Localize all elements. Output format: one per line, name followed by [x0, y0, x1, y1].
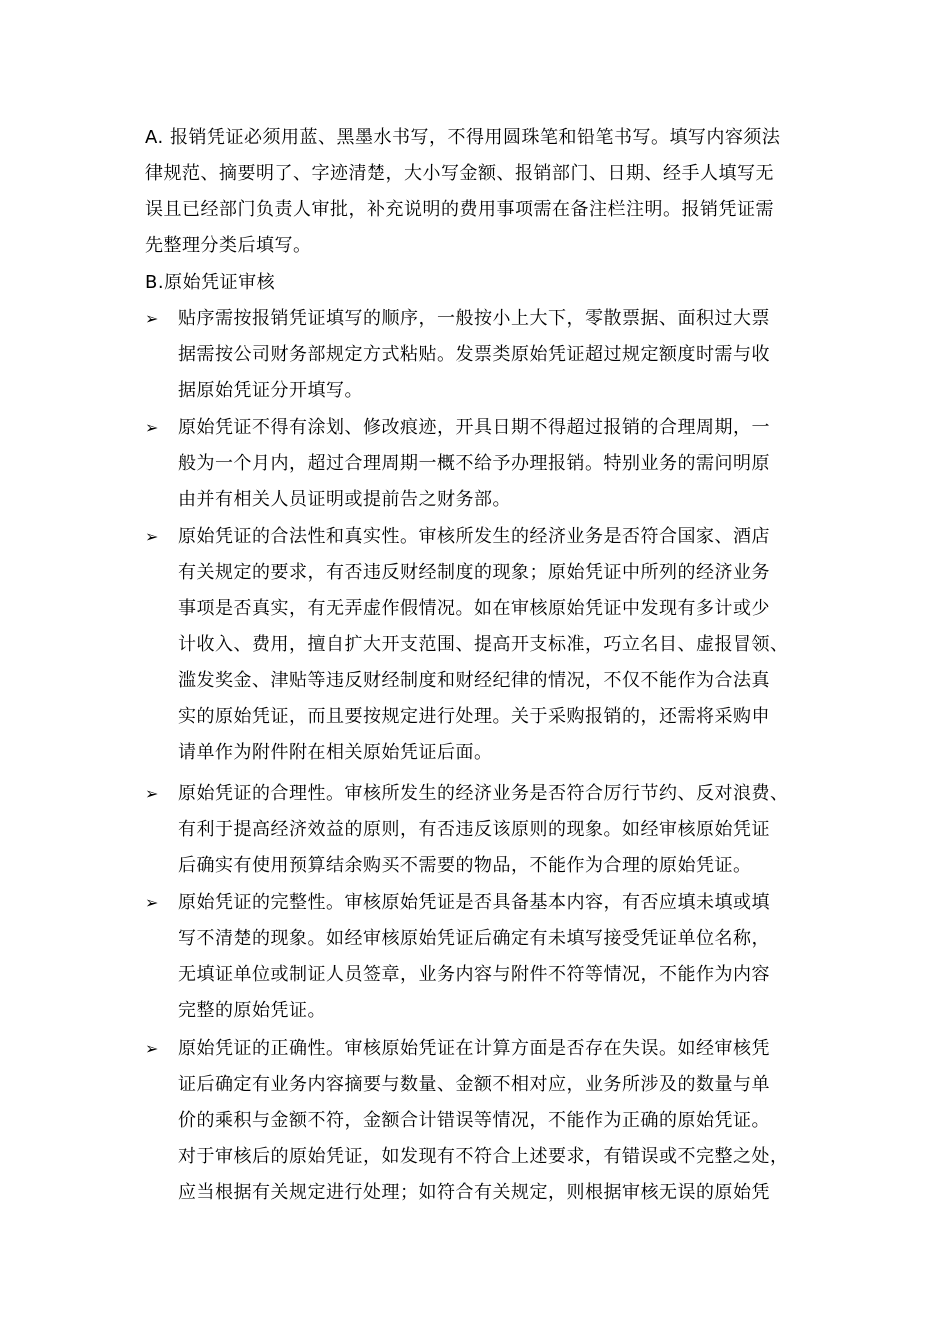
text-line: 先整理分类后填写。 [145, 235, 312, 256]
text-line: 计收入、费用，擅自扩大开支范围、提高开支标准，巧立名目、虚报冒领、 [178, 634, 789, 655]
text-line: 实的原始凭证，而且要按规定进行处理。关于采购报销的，还需将采购申 [178, 706, 770, 727]
text-line: 事项是否真实，有无弄虚作假情况。如在审核原始凭证中发现有多计或少 [178, 598, 770, 619]
text-line: 写不清楚的现象。如经审核原始凭证后确定有未填写接受凭证单位名称， [178, 928, 770, 949]
text-line: 据需按公司财务部规定方式粘贴。发票类原始凭证超过规定额度时需与收 [178, 344, 770, 365]
bullet-text [178, 1031, 838, 1211]
section-a-paragraph [145, 120, 825, 264]
text-line: 原始凭证的完整性。审核原始凭证是否具备基本内容，有否应填未填或填 [178, 892, 770, 913]
text-line: 据原始凭证分开填写。 [178, 380, 363, 401]
text-line: 原始凭证不得有涂划、修改痕迹，开具日期不得超过报销的合理周期，一 [178, 417, 770, 438]
bullet-text [178, 410, 838, 518]
arrow-bullet-icon: ➢ [145, 527, 159, 546]
text-line: 价的乘积与金额不符，金额合计错误等情况，不能作为正确的原始凭证。 [178, 1110, 770, 1131]
section-b-heading: B.原始凭证审核 [145, 272, 276, 293]
text-line: 原始凭证的合法性和真实性。审核所发生的经济业务是否符合国家、酒店 [178, 526, 770, 547]
text-line: 原始凭证的合理性。审核所发生的经济业务是否符合厉行节约、反对浪费、 [178, 783, 789, 804]
text-line: 律规范、摘要明了、字迹清楚，大小写金额、报销部门、日期、经手人填写无 [145, 163, 774, 184]
bullet-text [178, 301, 838, 409]
text-line: 后确实有使用预算结余购买不需要的物品，不能作为合理的原始凭证。 [178, 855, 752, 876]
text-line: 贴序需按报销凭证填写的顺序，一般按小上大下，零散票据、面积过大票 [178, 308, 770, 329]
text-line: A. 报销凭证必须用蓝、黑墨水书写，不得用圆珠笔和铅笔书写。填写内容须法 [145, 127, 781, 148]
arrow-bullet-icon: ➢ [145, 418, 159, 437]
text-line: 应当根据有关规定进行处理；如符合有关规定，则根据审核无误的原始凭 [178, 1182, 770, 1203]
text-line: 有关规定的要求，有否违反财经制度的现象；原始凭证中所列的经济业务 [178, 562, 770, 583]
arrow-bullet-icon: ➢ [145, 784, 159, 803]
text-line: 完整的原始凭证。 [178, 1000, 326, 1021]
text-line: 误且已经部门负责人审批，补充说明的费用事项需在备注栏注明。报销凭证需 [145, 199, 774, 220]
text-line: 无填证单位或制证人员签章，业务内容与附件不符等情况，不能作为内容 [178, 964, 770, 985]
text-line: 有利于提高经济效益的原则，有否违反该原则的现象。如经审核原始凭证 [178, 819, 770, 840]
text-line: 般为一个月内，超过合理周期一概不给予办理报销。特别业务的需问明原 [178, 453, 770, 474]
bullet-text [178, 776, 838, 884]
bullet-text [178, 519, 838, 771]
text-line: 原始凭证的正确性。审核原始凭证在计算方面是否存在失误。如经审核凭 [178, 1038, 770, 1059]
text-line: 证后确定有业务内容摘要与数量、金额不相对应，业务所涉及的数量与单 [178, 1074, 770, 1095]
arrow-bullet-icon: ➢ [145, 1039, 159, 1058]
bullet-text [178, 885, 838, 1029]
text-line: 对于审核后的原始凭证，如发现有不符合上述要求，有错误或不完整之处， [178, 1146, 789, 1167]
text-line: 由并有相关人员证明或提前告之财务部。 [178, 489, 511, 510]
text-line: 请单作为附件附在相关原始凭证后面。 [178, 742, 493, 763]
arrow-bullet-icon: ➢ [145, 309, 159, 328]
text-line: 滥发奖金、津贴等违反财经制度和财经纪律的情况，不仅不能作为合法真 [178, 670, 770, 691]
arrow-bullet-icon: ➢ [145, 893, 159, 912]
